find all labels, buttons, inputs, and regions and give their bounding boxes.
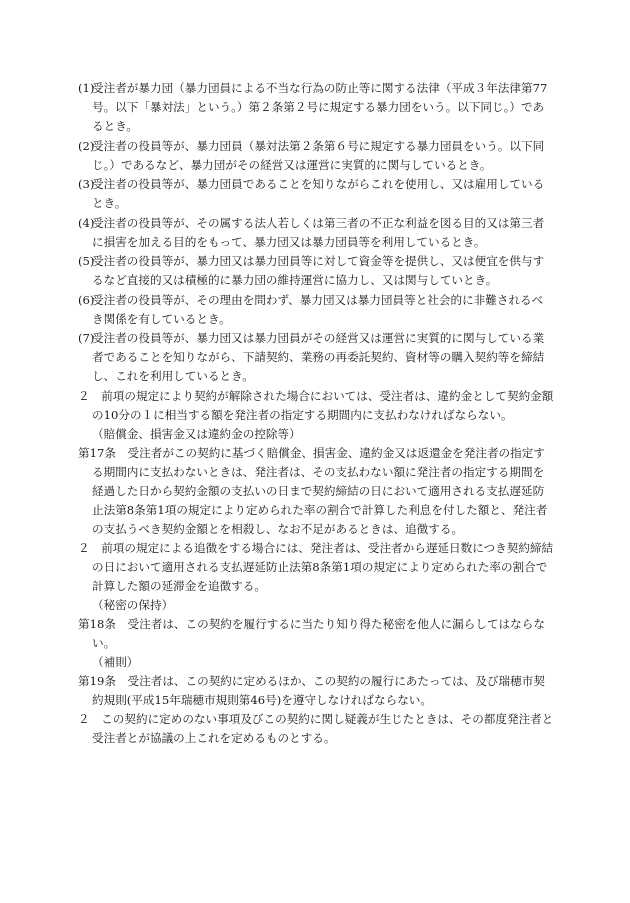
article-17-paragraph-2: ２ 前項の規定による追徴をする場合には、発注者は、受注者から遅延日数につき契約締結の日において適用される支払遅延防止法第8条第1項の規定により定められた率の割合で計算した額の延滞金を追徴する。 xyxy=(78,540,554,593)
list-item-2 xyxy=(78,137,554,175)
article-16-paragraph-2: ２ 前項の規定により契約が解除された場合においては、受注者は、違約金として契約金額の10分の１に相当する額を発注者の指定する期間内に支払わなければならない。 xyxy=(78,388,554,422)
item-number: (5) xyxy=(78,254,95,268)
item-text: 受注者の役員等が、その属する法人若しくは第三者の不正な利益を図る目的又は第三者に損害を加える目的をもって、暴力団又は暴力団員等を利用しているとき。 xyxy=(92,215,545,249)
list-item-5 xyxy=(78,252,554,290)
list-item-1 xyxy=(78,79,554,136)
item-text: 受注者が暴力団（暴力団員による不当な行為の防止等に関する法律（平成３年法律第77号。以下「暴対法」という。）第２条第２号に規定する暴力団をいう。以下同じ。）であるとき。 xyxy=(92,81,548,133)
item-text: 受注者の役員等が、その理由を問わず、暴力団又は暴力団員等と社会的に非難されるべき関係を有しているとき。 xyxy=(92,292,544,326)
article-18-heading: （秘密の保持） xyxy=(92,597,174,612)
item-number: (7) xyxy=(78,331,95,345)
list-item-7 xyxy=(78,329,554,386)
list-item-3 xyxy=(78,175,554,213)
list-item-4 xyxy=(78,214,554,252)
item-text: 受注者の役員等が、暴力団又は暴力団員がその経営又は運営に実質的に関与している業者であることを知りながら、下請契約、業務の再委託契約、資材等の購入契約等を締結し、これを利用しているとき。 xyxy=(92,331,545,383)
item-number: (4) xyxy=(78,215,95,230)
article-19-paragraph-1: 第19条 受注者は、この契約に定めるほか、この契約の履行にあたっては、及び瑞穂市契約規則(平成15年瑞穂市規則第46号)を遵守しなければならない。 xyxy=(78,673,545,707)
article-17-paragraph-1: 第17条 受注者がこの契約に基づく賠償金、損害金、違約金又は返還金を発注者の指定する期間内に支払わないときは、発注者は、その支払わない額に発注者の指定する期間を経過した日から契約金額の支払いの日まで契約締結の日において適用される支払遅延防止法第8条第1項の規定により定められた率の割合で計算した利息を付した額と、発注者の支払うべき契約金額とを相殺し、なお不足があるときは、追徴する。 xyxy=(78,445,548,536)
list-item-6 xyxy=(78,291,554,329)
item-text: 受注者の役員等が、暴力団又は暴力団員等に対して資金等を提供し、又は便宜を供与するなど直接的又は積極的に暴力団の維持運営に協力し、又は関与していとき。 xyxy=(92,254,545,287)
item-number: (2) xyxy=(78,138,95,153)
article-17-heading: （賠償金、損害金又は違約金の控除等） xyxy=(92,426,301,441)
document-body xyxy=(78,79,554,748)
article-19-heading: （補則） xyxy=(92,654,139,669)
item-text: 受注者の役員等が、暴力団員であることを知りながらこれを使用し、又は雇用しているとき。 xyxy=(92,177,545,210)
item-number: (1) xyxy=(78,81,95,95)
article-19-paragraph-2: ２ この契約に定めのない事項及びこの契約に関し疑義が生じたときは、その都度発注者と受注者とが協議の上これを定めるものとする。 xyxy=(78,711,554,745)
item-number: (3) xyxy=(78,177,95,191)
item-number: (6) xyxy=(78,292,95,307)
article-18-paragraph-1: 第18条 受注者は、この契約を履行するに当たり知り得た秘密を他人に漏らしてはならない。 xyxy=(78,616,545,650)
item-text: 受注者の役員等が、暴力団員（暴対法第２条第６号に規定する暴力団員をいう。以下同じ。）であるなど、暴力団がその経営又は運営に実質的に関与しているとき。 xyxy=(92,138,545,172)
